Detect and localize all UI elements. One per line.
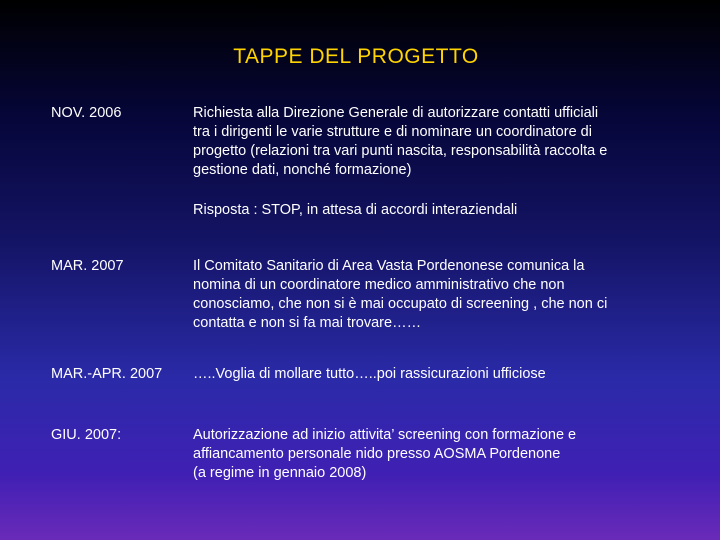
entry-date-nov-2006: NOV. 2006: [51, 105, 122, 121]
entry-date-giu-2007: GIU. 2007:: [51, 427, 122, 443]
entry-text-mar-2007: Il Comitato Sanitario di Area Vasta Pordenonese comunica la nomina di un coordinatore medico amministrativo che non conosciamo, che non si è mai occupato di screening , che non ci contatta e non si fa mai trovare……: [193, 258, 608, 331]
entry-followup-nov-2006: Risposta : STOP, in attesa di accordi interaziendali: [193, 202, 518, 218]
entry-text-nov-2006: Richiesta alla Direzione Generale di autorizzare contatti ufficiali tra i dirigenti le varie strutture e di nominare un coordinatore di progetto (relazioni tra vari punti nascita, responsabilità raccolta e gestione dati, nonché formazione): [193, 105, 608, 178]
entry-text-giu-2007: Autorizzazione ad inizio attivita’ screening con formazione e affiancamento personale nido presso AOSMA Pordenone (a regime in gennaio 2008): [193, 427, 577, 481]
entry-date-mar-apr-2007: MAR.-APR. 2007: [51, 366, 163, 382]
entry-text-mar-apr-2007: …..Voglia di mollare tutto…..poi rassicurazioni ufficiose: [193, 366, 546, 382]
entry-date-mar-2007: MAR. 2007: [51, 258, 124, 274]
slide-title: TAPPE DEL PROGETTO: [233, 45, 479, 68]
